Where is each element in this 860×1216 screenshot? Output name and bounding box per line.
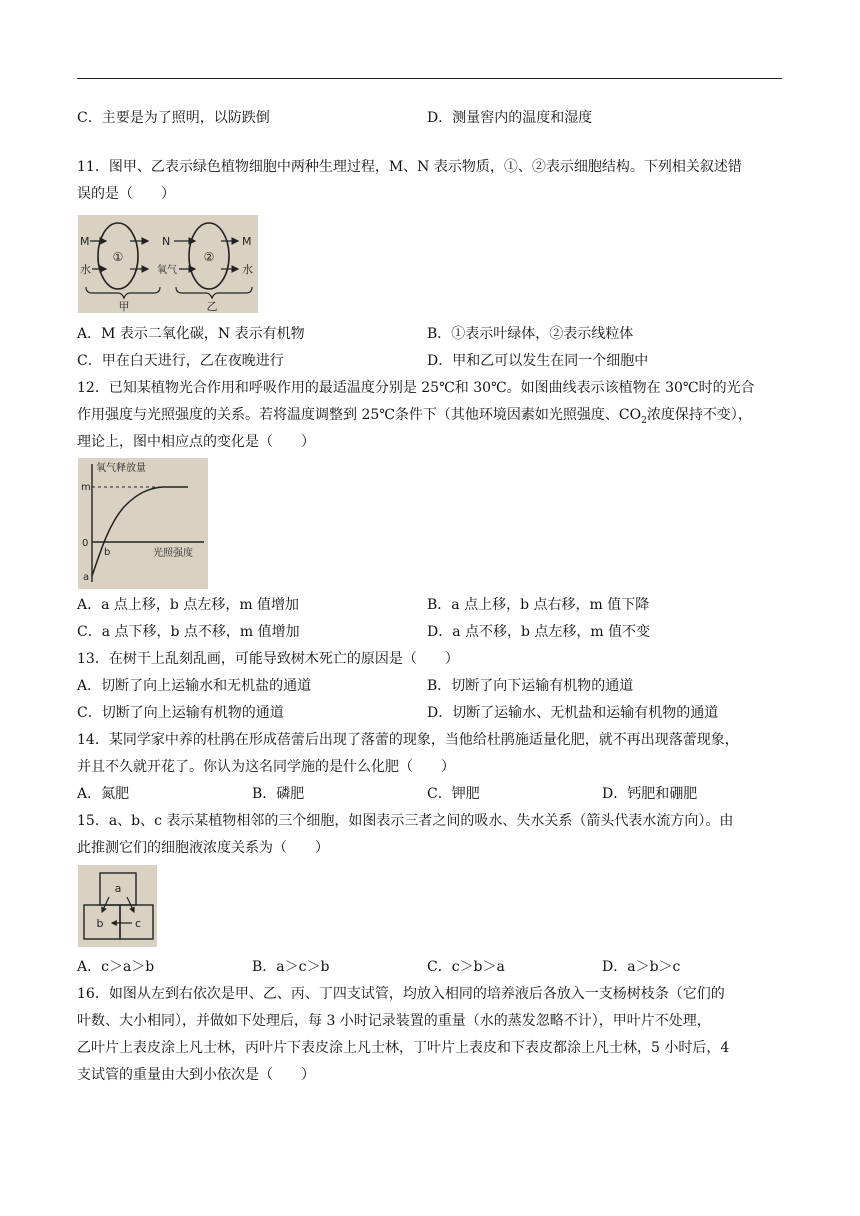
- fig11-left-in-bottom: 水: [80, 263, 91, 276]
- fig11-circle-2: ②: [203, 250, 215, 264]
- q10-options: [77, 108, 782, 128]
- q11-option-c[interactable]: C．甲在白天进行，乙在夜晚进行: [77, 353, 284, 369]
- fig11-circle-1: ①: [112, 250, 124, 264]
- q15-option-d[interactable]: D．a＞b＞c: [602, 959, 681, 975]
- q11-stem-line2: 误的是（ ）: [77, 186, 175, 202]
- q13-options-row1: [77, 676, 782, 696]
- q12-option-c[interactable]: C．a 点下移，b 点不移，m 值增加: [77, 624, 300, 640]
- q13-option-c[interactable]: C．切断了向上运输有机物的通道: [77, 705, 284, 721]
- fig11-caption-yi: 乙: [206, 300, 218, 313]
- q14-stem-line1: 14．某同学家中养的杜鹃在形成蓓蕾后出现了落蕾的现象，当他给杜鹃施适量化肥，就不再出现落蕾现象，: [77, 732, 739, 748]
- q12-option-b[interactable]: B．a 点上移，b 点右移，m 值下降: [427, 597, 650, 613]
- q15-figure: [78, 865, 157, 947]
- fig15-cell-b: b: [96, 917, 104, 930]
- q12-figure: [78, 458, 208, 589]
- fig12-zero-label: 0: [82, 538, 89, 549]
- q12-stem-line1: 12．已知某植物光合作用和呼吸作用的最适温度分别是 25℃和 30℃。如图曲线表示该植物在 30℃时的光合: [77, 380, 755, 396]
- fig12-b-label: b: [104, 547, 111, 558]
- fig11-left-in-top: M: [80, 235, 90, 248]
- q15-option-a[interactable]: A．c＞a＞b: [77, 959, 155, 975]
- q10-option-c[interactable]: C．主要是为了照明，以防跌倒: [77, 110, 270, 126]
- q14-option-d[interactable]: D．钙肥和硼肥: [602, 786, 698, 802]
- fig15-cell-c: c: [134, 917, 142, 930]
- q11-option-d[interactable]: D．甲和乙可以发生在同一个细胞中: [427, 353, 649, 369]
- q13-option-a[interactable]: A．切断了向上运输水和无机盐的通道: [77, 678, 312, 694]
- q13-option-b[interactable]: B．切断了向下运输有机物的通道: [427, 678, 634, 694]
- q11-options-row1: [77, 324, 782, 344]
- q15-option-c[interactable]: C．c＞b＞a: [427, 959, 505, 975]
- q15-options: [77, 957, 782, 977]
- q11-figure: [78, 215, 258, 313]
- fig12-a-label: a: [83, 572, 90, 583]
- q11-option-a[interactable]: A．M 表示二氧化碳，N 表示有机物: [77, 326, 305, 342]
- q12-stem-line2: 作用强度与光照强度的关系。若将温度调整到 25℃条件下（其他环境因素如光照强度、$CO_2$浓度保持不变），: [77, 407, 752, 426]
- q16-stem-line3: 乙叶片上表皮涂上凡士林，丙叶片下表皮涂上凡士林，丁叶片上表皮和下表皮都涂上凡士林，5 小时后，4: [77, 1040, 730, 1056]
- q15-stem-line1: 15．a、b、c 表示某植物相邻的三个细胞，如图表示三者之间的吸水、失水关系（箭头代表水流方向）。由: [77, 813, 734, 829]
- q15-stem-line2: 此推测它们的细胞液浓度关系为（ ）: [77, 840, 329, 856]
- q12-option-a[interactable]: A．a 点上移，b 点左移，m 值增加: [77, 597, 300, 613]
- q16-stem-line2: 叶数、大小相同），并做如下处理后，每 3 小时记录装置的重量（水的蒸发忽略不计），甲叶片不处理，: [77, 1013, 711, 1029]
- q11-stem-line1: 11．图甲、乙表示绿色植物细胞中两种生理过程，M、N 表示物质，①、②表示细胞结构。下列相关叙述错: [77, 159, 742, 175]
- q15-option-b[interactable]: B．a＞c＞b: [252, 959, 330, 975]
- fig11-caption-jia: 甲: [118, 300, 130, 313]
- q16-stem-line4: 支试管的重量由大到小依次是（ ）: [77, 1067, 315, 1083]
- q11-option-b[interactable]: B．①表示叶绿体，②表示线粒体: [427, 326, 634, 342]
- fig12-x-label: 光照强度: [153, 548, 193, 559]
- q12-options-row2: [77, 622, 782, 642]
- fig15-cell-a: a: [114, 882, 122, 895]
- q16-stem-line1: 16．如图从左到右依次是甲、乙、丙、丁四支试管，均放入相同的培养液后各放入一支杨树枝条（它们的: [77, 986, 725, 1002]
- q14-option-a[interactable]: A．氮肥: [77, 786, 130, 802]
- header-rule: [77, 78, 782, 79]
- fig12-y-label: 氧气释放量: [96, 463, 146, 474]
- fig12-m-label: m: [81, 482, 91, 493]
- fig12-curve: [92, 487, 188, 576]
- q13-option-d[interactable]: D．切断了运输水、无机盐和运输有机物的通道: [427, 705, 719, 721]
- q14-option-b[interactable]: B．磷肥: [252, 786, 305, 802]
- fig11-right-out-top: M: [242, 235, 252, 248]
- q12-stem-line3: 理论上，图中相应点的变化是（ ）: [77, 434, 315, 450]
- q14-option-c[interactable]: C．钾肥: [427, 786, 480, 802]
- fig11-right-out-bottom: 水: [242, 263, 253, 276]
- q14-options: [77, 784, 782, 804]
- q12-options-row1: [77, 595, 782, 615]
- q13-stem: 13．在树干上乱刻乱画，可能导致树木死亡的原因是（ ）: [77, 651, 459, 667]
- q11-options-row2: [77, 351, 782, 371]
- q10-option-d[interactable]: D．测量窖内的温度和湿度: [427, 110, 593, 126]
- fig11-left-out-bottom: 氧气: [157, 265, 177, 276]
- q12-option-d[interactable]: D．a 点不移，b 点左移，m 值不变: [427, 624, 651, 640]
- q13-options-row2: [77, 703, 782, 723]
- q14-stem-line2: 并且不久就开花了。你认为这名同学施的是什么化肥（ ）: [77, 759, 455, 775]
- fig11-left-out-top: N: [162, 235, 171, 248]
